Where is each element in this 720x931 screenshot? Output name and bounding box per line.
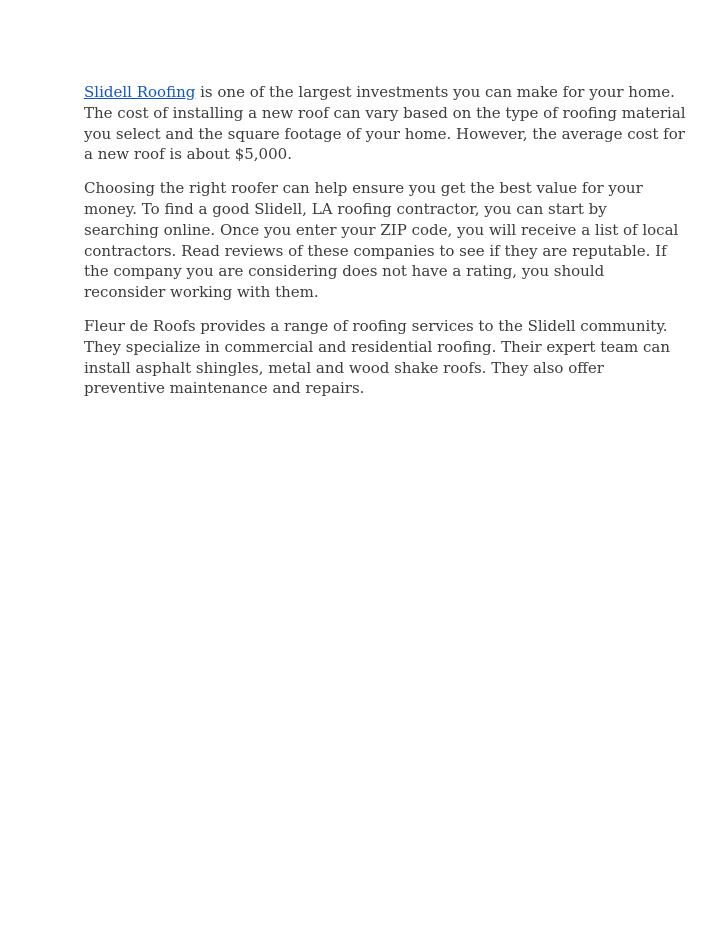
paragraph-line: searching online. Once you enter your ZIP code, you will receive a list of local <box>84 220 679 239</box>
paragraph-line <box>84 82 675 103</box>
document-body <box>84 82 686 412</box>
paragraph-line: The cost of installing a new roof can vary based on the type of roofing material <box>84 103 686 122</box>
line-text: is one of the largest investments you can make for your home. <box>195 83 675 101</box>
paragraph-choosing-roofer <box>84 178 679 303</box>
paragraph-line: you select and the square footage of your home. However, the average cost for <box>84 124 685 143</box>
paragraph-line: a new roof is about $5,000. <box>84 145 292 164</box>
paragraph-intro <box>84 82 686 165</box>
paragraph-line: install asphalt shingles, metal and wood shake roofs. They also offer <box>84 358 604 377</box>
paragraph-line: reconsider working with them. <box>84 283 319 302</box>
paragraph-line: preventive maintenance and repairs. <box>84 379 365 398</box>
paragraph-line: Choosing the right roofer can help ensure you get the best value for your <box>84 179 643 198</box>
paragraph-line: contractors. Read reviews of these companies to see if they are reputable. If <box>84 241 667 260</box>
paragraph-fleur-de-roofs <box>84 316 671 399</box>
paragraph-line: They specialize in commercial and residential roofing. Their expert team can <box>84 337 671 356</box>
paragraph-line: the company you are considering does not have a rating, you should <box>84 262 605 281</box>
slidell-roofing-link[interactable]: Slidell Roofing <box>84 83 196 101</box>
paragraph-line: money. To find a good Slidell, LA roofing contractor, you can start by <box>84 199 607 218</box>
paragraph-line: Fleur de Roofs provides a range of roofing services to the Slidell community. <box>84 316 668 335</box>
